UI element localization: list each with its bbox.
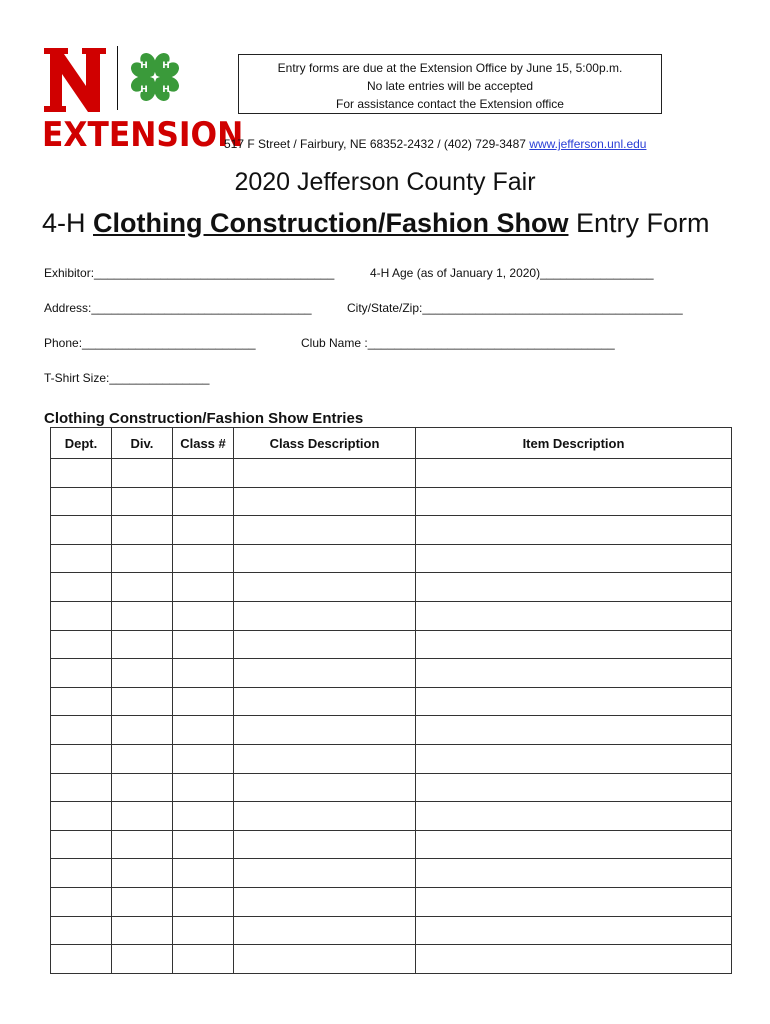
div-cell[interactable] xyxy=(112,487,173,516)
class-description-cell[interactable] xyxy=(234,630,416,659)
class-number-cell[interactable] xyxy=(173,516,234,545)
address-text: 517 F Street / Fairbury, NE 68352-2432 / (402) 729-3487 xyxy=(224,137,530,151)
table-header-row xyxy=(51,428,732,459)
table-row xyxy=(51,487,732,516)
address-field[interactable]: Address:_________________________________ xyxy=(44,301,312,315)
class-number-cell[interactable] xyxy=(173,716,234,745)
class-description-cell[interactable] xyxy=(234,659,416,688)
div-cell[interactable] xyxy=(112,802,173,831)
item-description-cell[interactable] xyxy=(416,516,732,545)
item-description-cell[interactable] xyxy=(416,573,732,602)
nebraska-n-logo xyxy=(42,46,108,114)
club-name-field[interactable]: Club Name :_____________________________________ xyxy=(301,336,615,350)
class-description-cell[interactable] xyxy=(234,459,416,488)
item-description-cell[interactable] xyxy=(416,659,732,688)
dept-cell[interactable] xyxy=(51,687,112,716)
form-title-suffix: Entry Form xyxy=(568,208,710,238)
item-description-cell[interactable] xyxy=(416,830,732,859)
dept-cell[interactable] xyxy=(51,744,112,773)
div-cell[interactable] xyxy=(112,945,173,974)
extension-logo-text: EXTENSION xyxy=(42,115,244,155)
div-cell[interactable] xyxy=(112,630,173,659)
table-row xyxy=(51,945,732,974)
item-description-cell[interactable] xyxy=(416,687,732,716)
div-cell[interactable] xyxy=(112,744,173,773)
dept-cell[interactable] xyxy=(51,487,112,516)
svg-text:H: H xyxy=(162,61,170,71)
class-number-cell[interactable] xyxy=(173,859,234,888)
div-cell[interactable] xyxy=(112,516,173,545)
item-description-cell[interactable] xyxy=(416,630,732,659)
class-description-cell[interactable] xyxy=(234,916,416,945)
class-number-cell[interactable] xyxy=(173,830,234,859)
website-link[interactable]: www.jefferson.unl.edu xyxy=(529,137,647,151)
div-cell[interactable] xyxy=(112,773,173,802)
div-cell[interactable] xyxy=(112,659,173,688)
dept-cell[interactable] xyxy=(51,544,112,573)
div-cell[interactable] xyxy=(112,916,173,945)
dept-cell[interactable] xyxy=(51,773,112,802)
dept-cell[interactable] xyxy=(51,459,112,488)
exhibitor-field[interactable]: Exhibitor:____________________________________ xyxy=(44,266,335,280)
class-number-cell[interactable] xyxy=(173,773,234,802)
div-cell[interactable] xyxy=(112,459,173,488)
office-address xyxy=(224,137,646,151)
class-number-cell[interactable] xyxy=(173,487,234,516)
table-row xyxy=(51,830,732,859)
class-description-cell[interactable] xyxy=(234,687,416,716)
dept-cell[interactable] xyxy=(51,573,112,602)
item-description-cell[interactable] xyxy=(416,773,732,802)
fair-title: 2020 Jefferson County Fair xyxy=(234,168,536,196)
class-description-cell[interactable] xyxy=(234,544,416,573)
class-description-cell[interactable] xyxy=(234,830,416,859)
class-description-cell[interactable] xyxy=(234,945,416,974)
item-description-cell[interactable] xyxy=(416,544,732,573)
class-description-cell[interactable] xyxy=(234,744,416,773)
table-row xyxy=(51,916,732,945)
dept-cell[interactable] xyxy=(51,630,112,659)
class-description-cell[interactable] xyxy=(234,859,416,888)
deadline-notice-box xyxy=(238,54,662,114)
svg-text:H: H xyxy=(140,85,148,95)
form-title xyxy=(42,208,709,239)
class-description-cell[interactable] xyxy=(234,716,416,745)
class-number-cell[interactable] xyxy=(173,802,234,831)
class-number-cell[interactable] xyxy=(173,630,234,659)
city-state-zip-field[interactable]: City/State/Zip:_______________________________________ xyxy=(347,301,683,315)
form-title-prefix: 4-H xyxy=(42,208,94,238)
table-row xyxy=(51,544,732,573)
header-dept: Dept. xyxy=(51,428,112,459)
dept-cell[interactable] xyxy=(51,945,112,974)
header-div: Div. xyxy=(112,428,173,459)
four-h-clover-icon xyxy=(124,46,186,108)
table-row xyxy=(51,802,732,831)
div-cell[interactable] xyxy=(112,573,173,602)
item-description-cell[interactable] xyxy=(416,859,732,888)
class-number-cell[interactable] xyxy=(173,916,234,945)
logo-divider xyxy=(117,46,118,110)
table-row xyxy=(51,601,732,630)
div-cell[interactable] xyxy=(112,601,173,630)
item-description-cell[interactable] xyxy=(416,802,732,831)
dept-cell[interactable] xyxy=(51,887,112,916)
table-row xyxy=(51,659,732,688)
class-description-cell[interactable] xyxy=(234,773,416,802)
dept-cell[interactable] xyxy=(51,859,112,888)
class-description-cell[interactable] xyxy=(234,573,416,602)
class-number-cell[interactable] xyxy=(173,544,234,573)
class-number-cell[interactable] xyxy=(173,573,234,602)
item-description-cell[interactable] xyxy=(416,716,732,745)
class-number-cell[interactable] xyxy=(173,887,234,916)
header-item-description: Item Description xyxy=(416,428,732,459)
class-description-cell[interactable] xyxy=(234,802,416,831)
class-description-cell[interactable] xyxy=(234,487,416,516)
table-row xyxy=(51,573,732,602)
age-field[interactable]: 4-H Age (as of January 1, 2020)_________________ xyxy=(370,266,654,280)
table-row xyxy=(51,630,732,659)
header-class-description: Class Description xyxy=(234,428,416,459)
dept-cell[interactable] xyxy=(51,659,112,688)
table-row xyxy=(51,773,732,802)
class-number-cell[interactable] xyxy=(173,601,234,630)
class-description-cell[interactable] xyxy=(234,887,416,916)
notice-line: Entry forms are due at the Extension Office by June 15, 5:00p.m. xyxy=(277,61,623,75)
dept-cell[interactable] xyxy=(51,516,112,545)
entries-body xyxy=(51,459,732,974)
table-row xyxy=(51,687,732,716)
table-row xyxy=(51,859,732,888)
class-number-cell[interactable] xyxy=(173,945,234,974)
tshirt-size-field[interactable]: T-Shirt Size:_______________ xyxy=(44,371,210,385)
header-class-number: Class # xyxy=(173,428,234,459)
div-cell[interactable] xyxy=(112,887,173,916)
dept-cell[interactable] xyxy=(51,830,112,859)
item-description-cell[interactable] xyxy=(416,945,732,974)
dept-cell[interactable] xyxy=(51,601,112,630)
class-description-cell[interactable] xyxy=(234,516,416,545)
table-row xyxy=(51,716,732,745)
item-description-cell[interactable] xyxy=(416,459,732,488)
class-number-cell[interactable] xyxy=(173,459,234,488)
item-description-cell[interactable] xyxy=(416,916,732,945)
dept-cell[interactable] xyxy=(51,716,112,745)
svg-text:H: H xyxy=(162,85,170,95)
table-row xyxy=(51,516,732,545)
class-number-cell[interactable] xyxy=(173,659,234,688)
div-cell[interactable] xyxy=(112,859,173,888)
item-description-cell[interactable] xyxy=(416,601,732,630)
class-description-cell[interactable] xyxy=(234,601,416,630)
form-title-category: Clothing Construction/Fashion Show xyxy=(93,208,569,238)
div-cell[interactable] xyxy=(112,716,173,745)
phone-field[interactable]: Phone:__________________________ xyxy=(44,336,256,350)
class-number-cell[interactable] xyxy=(173,687,234,716)
notice-line: No late entries will be accepted xyxy=(366,79,534,93)
dept-cell[interactable] xyxy=(51,916,112,945)
table-row xyxy=(51,744,732,773)
table-row xyxy=(51,887,732,916)
entries-section-title: Clothing Construction/Fashion Show Entries xyxy=(44,410,364,427)
div-cell[interactable] xyxy=(112,830,173,859)
svg-text:H: H xyxy=(140,61,148,71)
div-cell[interactable] xyxy=(112,687,173,716)
entries-table xyxy=(50,427,732,974)
table-row xyxy=(51,459,732,488)
item-description-cell[interactable] xyxy=(416,887,732,916)
dept-cell[interactable] xyxy=(51,802,112,831)
item-description-cell[interactable] xyxy=(416,487,732,516)
notice-line: For assistance contact the Extension office xyxy=(336,97,564,111)
div-cell[interactable] xyxy=(112,544,173,573)
class-number-cell[interactable] xyxy=(173,744,234,773)
item-description-cell[interactable] xyxy=(416,744,732,773)
